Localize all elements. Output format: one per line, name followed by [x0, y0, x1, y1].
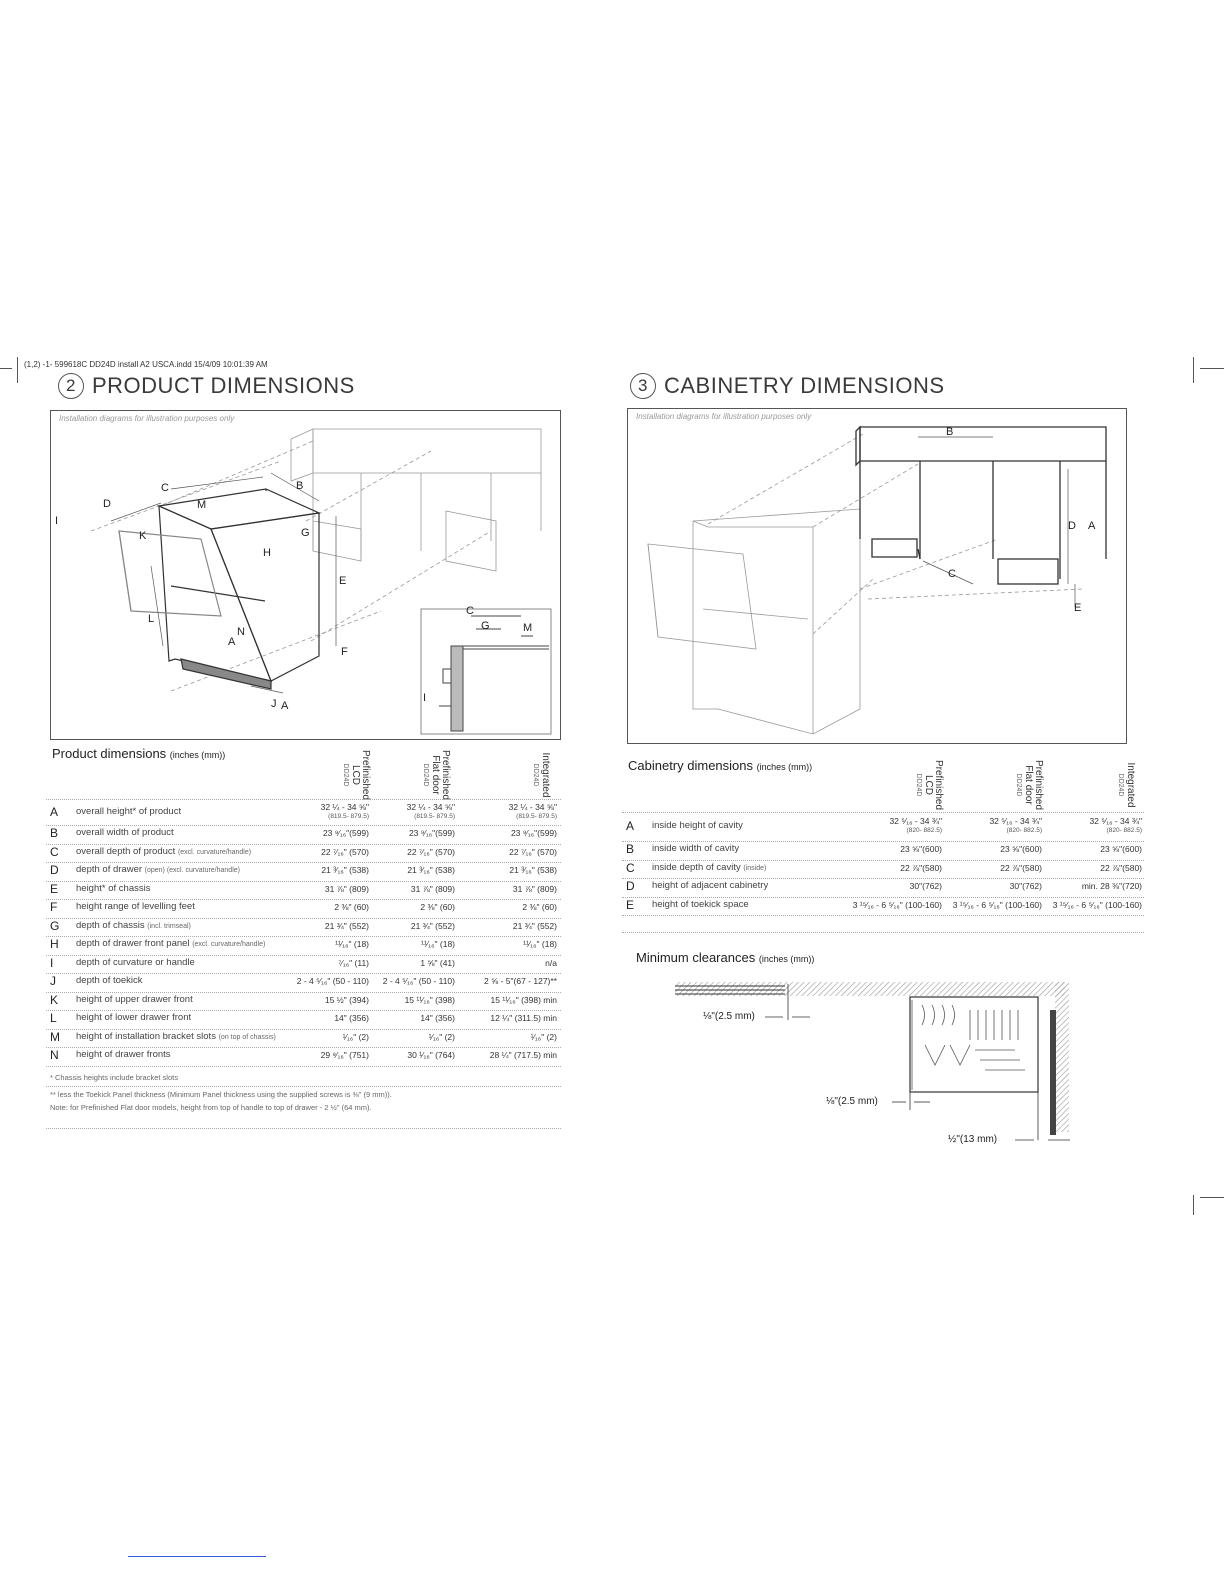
- row-value: 22 ⁷⁄₁₆" (570): [509, 846, 557, 857]
- cabinetry-col-head-1: Prefinished LCD DD24D: [915, 759, 944, 811]
- label-B: B: [296, 480, 304, 492]
- row-value: 21 ³⁄₁₆" (538): [509, 865, 557, 875]
- row-label: overall width of product: [76, 827, 174, 838]
- svg-text:C: C: [948, 568, 956, 580]
- row-label: height* of chassis: [76, 882, 151, 894]
- row-value: 28 ¼" (717.5) min: [489, 1050, 557, 1060]
- row-label: depth of drawer front panel (excl. curvature/handle): [76, 938, 266, 949]
- row-value: 21 ¾" (552): [512, 920, 557, 931]
- row-value: 3 ¹⁵⁄₁₆ - 6 ⁵⁄₁₆" (100-160): [952, 899, 1042, 910]
- table-row: [46, 800, 561, 826]
- svg-text:G: G: [481, 620, 490, 632]
- svg-text:D: D: [103, 498, 111, 510]
- row-value: 2 - 4 ⁵⁄₁₆" (50 - 110): [382, 976, 455, 986]
- row-key: E: [626, 897, 635, 912]
- row-label: height range of levelling feet: [76, 901, 195, 912]
- svg-text:A: A: [1088, 520, 1096, 532]
- svg-text:A: A: [228, 636, 236, 648]
- row-value: 23 ⅝"(600): [900, 844, 942, 854]
- row-value: 30"(762): [909, 881, 942, 891]
- row-key: C: [50, 844, 59, 859]
- table-row: [46, 919, 561, 938]
- cabinetry-table-title: Cabinetry dimensions (inches (mm)): [628, 758, 813, 773]
- cabinetry-diagram-frame: [627, 408, 1127, 744]
- table-row: [46, 900, 561, 919]
- table-row: [46, 1048, 561, 1067]
- product-diagram-frame: [50, 410, 561, 740]
- row-key: I: [50, 955, 54, 970]
- section-title-text: PRODUCT DIMENSIONS: [92, 373, 355, 398]
- clearance-label-2: ⅛"(2.5 mm): [826, 1096, 878, 1107]
- table-row: [46, 974, 561, 993]
- row-value: 32 ¼ - 34 ⅝" (819.5- 879.5): [406, 802, 455, 820]
- cabinetry-diagram: [628, 409, 1126, 743]
- row-value: 14" (356): [420, 1013, 455, 1023]
- svg-text:D: D: [1068, 520, 1076, 532]
- footnote-2: ** less the Toekick Panel thickness (Minimum Panel thickness using the supplied screws is ⅜" (9 mm)).: [50, 1090, 392, 1099]
- row-value: 31 ⅞" (809): [410, 883, 455, 894]
- row-key: B: [626, 842, 635, 856]
- cabinetry-section-title: [630, 373, 945, 399]
- table-separator: [622, 812, 1144, 813]
- crop-mark: [17, 357, 18, 383]
- clearance-label-1: ⅛"(2.5 mm): [703, 1011, 755, 1022]
- row-value: 23 ⁹⁄₁₆"(599): [510, 828, 557, 838]
- row-value: 2 ⅝ - 5"(67 - 127)**: [484, 976, 557, 986]
- svg-text:G: G: [301, 527, 310, 539]
- row-key: G: [50, 918, 60, 933]
- row-value: 30 ¹⁄₁₆" (764): [407, 1050, 455, 1060]
- svg-text:F: F: [341, 646, 348, 658]
- crop-mark: [1193, 357, 1194, 383]
- row-value: 22 ⅞"(580): [900, 862, 942, 873]
- row-value: 30"(762): [1009, 881, 1042, 891]
- cabinetry-col-head-2: Prefinished Flat door DD24D: [1015, 759, 1044, 811]
- section-number: 2: [58, 373, 84, 399]
- crop-mark: [0, 368, 12, 369]
- row-value: ¹¹⁄₁₆" (18): [335, 939, 369, 949]
- row-key: K: [50, 992, 59, 1007]
- table-row: [46, 863, 561, 882]
- product-col-head-2: Prefinished Flat door DD24D: [422, 749, 451, 801]
- row-value: 22 ⁷⁄₁₆" (570): [321, 846, 369, 857]
- row-label: height of drawer fronts: [76, 1049, 171, 1060]
- row-label: height of toekick space: [652, 898, 749, 910]
- row-value: 32 ¼ - 34 ⅝" (819.5- 879.5): [508, 802, 557, 820]
- svg-text:E: E: [1074, 602, 1082, 614]
- crop-mark: [1200, 368, 1224, 369]
- page-link-underline: [128, 1556, 266, 1557]
- row-value: 2 ⅜" (60): [420, 902, 455, 912]
- row-value: 15 ¹¹⁄₁₆" (398): [404, 994, 455, 1005]
- row-value: 2 ⅜" (60): [522, 902, 557, 912]
- row-key: D: [626, 879, 635, 893]
- clearance-label-3: ½"(13 mm): [948, 1134, 998, 1145]
- illustration-note: Installation diagrams for illustration purposes only: [636, 412, 812, 421]
- row-value: 2 - 4 ⁵⁄₁₆" (50 - 110): [296, 976, 369, 986]
- row-label: overall depth of product (excl. curvature/handle): [76, 845, 252, 857]
- row-value: ¹⁄₁₆" (2): [342, 1031, 369, 1042]
- row-label: height of upper drawer front: [76, 993, 193, 1005]
- row-value: ¹¹⁄₁₆" (18): [421, 939, 455, 949]
- table-row: [622, 861, 1144, 880]
- row-value: 3 ¹⁵⁄₁₆ - 6 ⁵⁄₁₆" (100-160): [852, 899, 942, 910]
- row-value: 22 ⁷⁄₁₆" (570): [407, 846, 455, 857]
- row-key: C: [626, 860, 635, 875]
- row-value: 32 ⁵⁄₁₆ - 34 ¾" (820- 882.5): [1089, 816, 1142, 834]
- row-value: min. 28 ⅜"(720): [1081, 881, 1142, 891]
- row-label: inside height of cavity: [652, 820, 743, 831]
- row-value: 29 ⁹⁄₁₆" (751): [320, 1050, 369, 1060]
- row-value: 12 ¼" (311.5) min: [490, 1013, 557, 1023]
- svg-text:L: L: [148, 613, 155, 625]
- svg-text:H: H: [263, 547, 271, 559]
- clearances-diagram: [670, 980, 1080, 1150]
- row-label: overall height* of product: [76, 806, 182, 817]
- crop-mark: [1193, 1195, 1194, 1215]
- row-key: L: [50, 1011, 57, 1025]
- svg-text:M: M: [197, 499, 207, 511]
- table-row: [46, 826, 561, 845]
- crop-mark: [1200, 1197, 1224, 1198]
- table-row: [622, 879, 1144, 898]
- row-value: 22 ⅞"(580): [1000, 862, 1042, 873]
- row-key: N: [50, 1048, 59, 1062]
- footnote-separator: [46, 1128, 561, 1129]
- table-row: [46, 956, 561, 975]
- table-row: [46, 1011, 561, 1030]
- product-col-head-1: Prefinished LCD DD24D: [342, 749, 371, 801]
- footnote-1: * Chassis heights include bracket slots: [50, 1073, 178, 1082]
- table-row: [46, 993, 561, 1012]
- table-row: [622, 814, 1144, 842]
- product-table-title: Product dimensions (inches (mm)): [52, 746, 226, 761]
- footnote-3: Note: for Prefinished Flat door models, height from top of handle to top of drawer - 2 ½" (64 mm).: [50, 1103, 372, 1112]
- table-row: [46, 882, 561, 901]
- svg-text:C: C: [466, 605, 474, 617]
- row-value: ¹⁄₁₆" (2): [530, 1031, 557, 1042]
- row-key: J: [50, 974, 56, 988]
- svg-text:E: E: [339, 575, 347, 587]
- row-key: A: [50, 805, 59, 819]
- row-key: F: [50, 900, 58, 914]
- row-key: H: [50, 937, 59, 951]
- svg-text:I: I: [55, 515, 59, 527]
- row-value: 32 ⁵⁄₁₆ - 34 ¾" (820- 882.5): [989, 816, 1042, 834]
- row-value: 14" (356): [334, 1013, 369, 1023]
- section-title-text: CABINETRY DIMENSIONS: [664, 373, 945, 398]
- product-col-head-3: Integrated DD24D: [532, 752, 551, 798]
- row-value: 22 ⅞"(580): [1100, 862, 1142, 873]
- row-value: 31 ⅞" (809): [512, 883, 557, 894]
- row-label: depth of curvature or handle: [76, 956, 195, 968]
- row-value: 2 ⅜" (60): [334, 902, 369, 912]
- table-row: [622, 898, 1144, 917]
- row-value: 3 ¹⁵⁄₁₆ - 6 ⁵⁄₁₆" (100-160): [1052, 899, 1142, 910]
- row-value: 21 ³⁄₁₆" (538): [407, 865, 455, 875]
- svg-text:I: I: [423, 692, 427, 704]
- svg-text:N: N: [237, 626, 245, 638]
- row-value: ¹¹⁄₁₆" (18): [523, 939, 557, 949]
- label-A: A: [281, 700, 289, 712]
- table-row: [46, 1030, 561, 1049]
- cabinetry-col-head-3: Integrated DD24D: [1117, 762, 1136, 808]
- row-key: A: [626, 819, 635, 833]
- row-key: M: [50, 1029, 60, 1044]
- row-label: depth of chassis (incl. trimseal): [76, 919, 191, 931]
- table-end-separator: [622, 932, 1144, 933]
- row-value: 23 ⅝"(600): [1100, 844, 1142, 854]
- svg-text:K: K: [139, 530, 147, 542]
- row-value: 15 ½" (394): [324, 994, 369, 1005]
- row-label: inside depth of cavity (inside): [652, 861, 767, 873]
- table-row: [46, 845, 561, 864]
- row-value: 15 ¹¹⁄₁₆" (398) min: [490, 994, 557, 1005]
- row-value: 21 ¾" (552): [324, 920, 369, 931]
- row-value: 23 ⅝"(600): [1000, 844, 1042, 854]
- row-label: depth of drawer (open) (excl. curvature/handle): [76, 864, 240, 875]
- file-meta: (1,2) -1- 599618C DD24D install A2 USCA.indd 15/4/09 10:01:39 AM: [24, 360, 268, 369]
- row-value: n/a: [545, 957, 557, 968]
- row-value: 23 ⁹⁄₁₆"(599): [408, 828, 455, 838]
- row-key: B: [50, 826, 59, 840]
- row-value: 32 ¼ - 34 ⅝" (819.5- 879.5): [320, 802, 369, 820]
- clearances-title: Minimum clearances (inches (mm)): [636, 950, 815, 965]
- table-row: [622, 842, 1144, 861]
- row-value: 21 ³⁄₁₆" (538): [321, 865, 369, 875]
- svg-text:M: M: [523, 622, 533, 634]
- row-value: 1 ⅝" (41): [420, 957, 455, 968]
- product-diagram: [51, 411, 560, 739]
- illustration-note: Installation diagrams for illustration purposes only: [59, 414, 235, 423]
- row-label: height of installation bracket slots (on top of chassis): [76, 1030, 276, 1042]
- row-value: 23 ⁹⁄₁₆"(599): [322, 828, 369, 838]
- row-label: depth of toekick: [76, 975, 143, 986]
- row-label: inside width of cavity: [652, 843, 740, 854]
- row-value: ¹⁄₁₆" (2): [428, 1031, 455, 1042]
- section-number: 3: [630, 373, 656, 399]
- row-key: E: [50, 881, 59, 896]
- row-value: 31 ⅞" (809): [324, 883, 369, 894]
- row-label: height of lower drawer front: [76, 1012, 192, 1023]
- svg-text:J: J: [271, 698, 277, 710]
- svg-text:B: B: [946, 426, 954, 438]
- svg-text:C: C: [161, 482, 169, 494]
- row-value: 21 ¾" (552): [410, 920, 455, 931]
- product-section-title: [58, 373, 355, 399]
- row-value: ⁷⁄₁₆" (11): [338, 957, 369, 968]
- table-row: [46, 937, 561, 956]
- row-value: 32 ⁵⁄₁₆ - 34 ¾" (820- 882.5): [889, 816, 942, 834]
- row-key: D: [50, 863, 59, 877]
- footnote-separator: [46, 1086, 561, 1087]
- row-label: height of adjacent cabinetry: [652, 880, 769, 891]
